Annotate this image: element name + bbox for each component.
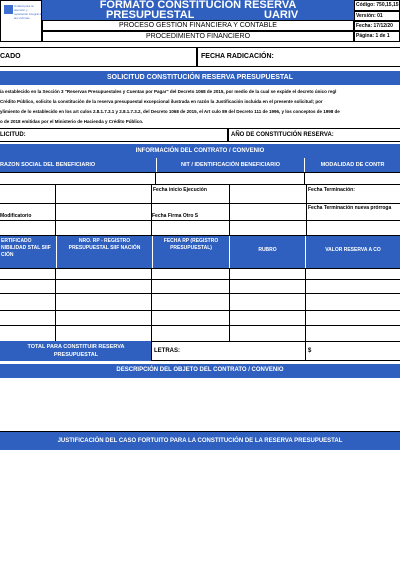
rp-header-rubro bbox=[229, 236, 305, 268]
dollar-sign: $ bbox=[308, 348, 312, 354]
total-label bbox=[0, 341, 152, 361]
rp-cell[interactable] bbox=[229, 279, 306, 294]
rp-cell[interactable] bbox=[305, 293, 400, 311]
fecha-radicacion-label: FECHA RADICACIÓN: bbox=[197, 47, 400, 67]
rp-cell[interactable] bbox=[0, 310, 56, 326]
rp-header-valor-text: VALOR RESERVA A CO bbox=[325, 247, 381, 253]
contract-spacer-d bbox=[229, 220, 307, 236]
rp-cell[interactable] bbox=[151, 293, 230, 311]
fecha-inicio-text: Fecha inicio Ejecución bbox=[153, 187, 207, 193]
logo-box bbox=[0, 0, 42, 42]
rp-cell[interactable] bbox=[229, 293, 306, 311]
rp-cell[interactable] bbox=[151, 279, 230, 294]
solicitud-text-line3: ylimiento de lo establecido en los art culos 2.8.1.7.3.1 y 2.8.1.7.3.2, del Decreto 1068 de 2015, el Art culo 89 del Decreto 111 de 1996, y los conceptos de 1998 de bbox=[0, 109, 340, 114]
fecha-terminacion-prorroga-label bbox=[306, 203, 400, 221]
anio-constitucion-label: AÑO DE CONSTITUCIÓN RESERVA: bbox=[228, 128, 400, 142]
col-razon-social: RAZON SOCIAL DEL BENEFICIARIO bbox=[0, 158, 156, 172]
radicado-label: CADO bbox=[0, 47, 197, 67]
doc-code: Código: 750,15,15 bbox=[354, 0, 400, 11]
rp-cell[interactable] bbox=[0, 279, 56, 294]
rp-cell[interactable] bbox=[229, 325, 306, 342]
objeto-textarea[interactable] bbox=[0, 378, 400, 432]
fecha-terminacion-label bbox=[306, 184, 400, 204]
total-label-text: TOTAL PARA CONSTITUIR RESERVA PRESUPUESTAL bbox=[27, 344, 125, 358]
page-title-line1: FORMATO CONSTITUCIÓN RESERVA bbox=[99, 0, 297, 11]
modificatorio-value[interactable] bbox=[55, 203, 152, 221]
fecha-firma-otrosi-value[interactable] bbox=[229, 203, 307, 221]
process-name: PROCESO GESTIÓN FINANCIERA Y CONTABLE bbox=[42, 20, 354, 31]
contract-spacer-c bbox=[151, 220, 230, 236]
rp-cell[interactable] bbox=[0, 325, 56, 342]
page-title-line2-right: UARIV bbox=[264, 9, 299, 21]
rp-cell[interactable] bbox=[55, 325, 152, 342]
modificatorio-text: Modificatorio bbox=[0, 213, 32, 219]
logo-icon bbox=[4, 5, 13, 14]
fecha-firma-otrosi-text: Fecha Firma Otro S bbox=[152, 213, 199, 219]
rp-header-fecha bbox=[152, 236, 229, 268]
objeto-title: DESCRIPCIÓN DEL OBJETO DEL CONTRATO / CONVENIO bbox=[0, 364, 400, 378]
rp-cell[interactable] bbox=[55, 310, 152, 326]
rp-cell[interactable] bbox=[151, 325, 230, 342]
contract-blank-1[interactable] bbox=[0, 184, 56, 204]
contract-spacer-a bbox=[0, 220, 56, 236]
solicitud-title: SOLICITUD CONSTITUCIÓN RESERVA PRESUPUESTAL bbox=[0, 71, 400, 85]
solicitud-text-line2: Crédito Público, solicito la constitución de la reserva presupuestal excepcional ilustrada en razón la Justificación incluida en el presente solicitud; por bbox=[0, 99, 323, 104]
col-nit: NIT / IDENTIFICACIÓN BENEFICIARIO bbox=[156, 158, 304, 172]
fecha-firma-otrosi-label bbox=[151, 203, 230, 221]
doc-version: Versión: 01 bbox=[354, 11, 400, 21]
col-modalidad: MODALIDAD DE CONTR bbox=[304, 158, 400, 172]
page-title-line2-left: PRESUPUESTAL bbox=[106, 9, 195, 21]
rp-cell[interactable] bbox=[305, 310, 400, 326]
header-title-band bbox=[42, 0, 354, 20]
procedure-name: PROCEDIMIENTO FINANCIERO bbox=[42, 31, 354, 42]
justificacion-textarea[interactable] bbox=[0, 450, 400, 570]
solicitud-text-line4: o de 2018 emitidas por el Ministerio de Hacienda y Crédito Público. bbox=[0, 119, 144, 124]
rp-cell[interactable] bbox=[0, 293, 56, 311]
contract-spacer-e bbox=[306, 220, 400, 236]
rp-header-fecha-text: FECHA RP (REGISTRO PRESUPUESTAL) bbox=[163, 238, 219, 251]
modificatorio-label bbox=[0, 203, 56, 221]
contrato-title: INFORMACIÓN DEL CONTRATO / CONVENIO bbox=[0, 144, 400, 158]
rp-header-valor bbox=[305, 236, 400, 268]
doc-date: Fecha: 17/12/20 bbox=[354, 21, 400, 31]
fecha-terminacion-prorroga-text: Fecha Terminación nueva prórroga bbox=[308, 205, 392, 211]
rp-cell[interactable] bbox=[55, 293, 152, 311]
rp-cell[interactable] bbox=[55, 279, 152, 294]
rp-cell[interactable] bbox=[305, 279, 400, 294]
solicitud-label: LICITUD: bbox=[0, 128, 228, 142]
rp-cell[interactable] bbox=[305, 325, 400, 342]
letras-text: LETRAS: bbox=[154, 348, 180, 354]
fecha-terminacion-text: Fecha Terminación: bbox=[308, 187, 355, 193]
rp-cell[interactable] bbox=[229, 310, 306, 326]
rp-header-cdp-text: ERTIFICADO NIBILIDAD STAL SIIF CIÓN bbox=[1, 238, 51, 258]
contract-blank-2[interactable] bbox=[55, 184, 152, 204]
justificacion-title: JUSTIFICACIÓN DEL CASO FORTUITO PARA LA CONSTITUCIÓN DE LA RESERVA PRESUPUESTAL bbox=[0, 432, 400, 450]
rp-header-nro bbox=[56, 236, 152, 268]
rp-header-rubro-text: RUBRO bbox=[258, 247, 277, 253]
logo-text: Unidad para la atención y reparación integral a las víctimas bbox=[14, 4, 42, 20]
solicitud-text-line1: ía establecido en la Sección 3 "Reservas Presupuestales y Cuentas por Pagar" del Decreto 1068 de 2015, por medio de la cual se expide el decreto único regl bbox=[0, 89, 337, 94]
contract-spacer-b bbox=[55, 220, 152, 236]
rp-cell[interactable] bbox=[151, 310, 230, 326]
letras-label bbox=[151, 341, 306, 361]
rp-header-cdp bbox=[0, 236, 56, 268]
fecha-inicio-value[interactable] bbox=[229, 184, 307, 204]
rp-header-nro-text: NRO. RP - REGISTRO PRESUPUESTAL SIIF NACIÓN bbox=[68, 238, 141, 251]
doc-page: Página: 1 de 1 bbox=[354, 31, 400, 42]
total-value[interactable] bbox=[305, 341, 400, 361]
fecha-inicio-label bbox=[151, 184, 230, 204]
